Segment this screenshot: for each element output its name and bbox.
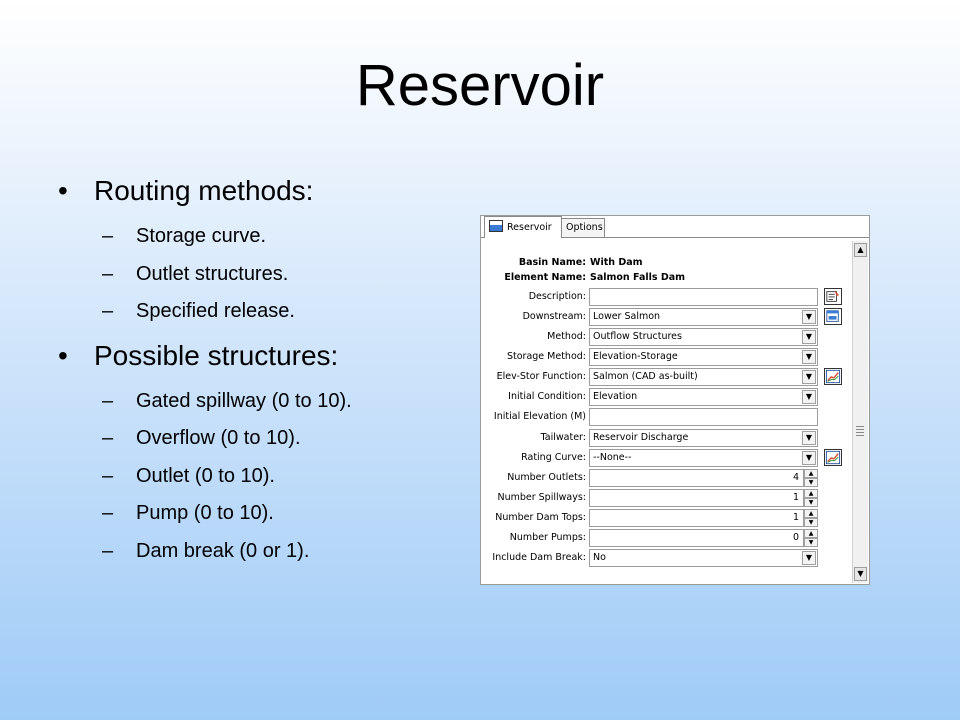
- number-spillways-input[interactable]: 1: [589, 489, 804, 507]
- initial-condition-row: [481, 388, 853, 406]
- basin-name-label: Basin Name:: [518, 257, 586, 268]
- sub-bullet: – Outlet (0 to 10).: [58, 458, 352, 496]
- chevron-down-icon[interactable]: ▼: [802, 310, 816, 324]
- sub-bullet: – Gated spillway (0 to 10).: [58, 383, 352, 421]
- slide-title: Reservoir: [355, 53, 605, 118]
- number-spillways-stepper[interactable]: [804, 489, 818, 507]
- number-pumps-label: Number Pumps:: [509, 532, 586, 543]
- sub-bullet: – Storage curve.: [58, 218, 352, 256]
- number-pumps-row: [481, 529, 853, 547]
- number-outlets-label: Number Outlets:: [507, 472, 586, 483]
- description-label: Description:: [528, 291, 586, 302]
- storage-method-select[interactable]: Elevation-Storage ▼: [589, 348, 818, 366]
- description-input[interactable]: [589, 288, 818, 306]
- initial-elevation-input[interactable]: [589, 408, 818, 426]
- downstream-select[interactable]: Lower Salmon ▼: [589, 308, 818, 326]
- initial-condition-label: Initial Condition:: [508, 391, 586, 402]
- description-editor-icon[interactable]: [824, 288, 842, 305]
- stepper-down-icon[interactable]: ▼: [804, 538, 818, 547]
- number-dam-tops-input[interactable]: 1: [589, 509, 804, 527]
- elev-stor-function-label: Elev-Stor Function:: [496, 371, 586, 382]
- element-name-row: [481, 269, 853, 287]
- sub-bullet: – Dam break (0 or 1).: [58, 533, 352, 571]
- include-dam-break-row: [481, 549, 853, 567]
- chevron-down-icon[interactable]: ▼: [802, 390, 816, 404]
- stepper-up-icon[interactable]: ▲: [804, 489, 818, 498]
- stepper-up-icon[interactable]: ▲: [804, 469, 818, 478]
- storage-method-row: [481, 348, 853, 366]
- number-outlets-input[interactable]: 4: [589, 469, 804, 487]
- sub-bullet: – Overflow (0 to 10).: [58, 420, 352, 458]
- basin-name-value: With Dam: [590, 257, 643, 268]
- chevron-down-icon[interactable]: ▼: [802, 330, 816, 344]
- reservoir-icon: [489, 220, 503, 232]
- number-spillways-row: [481, 489, 853, 507]
- stepper-up-icon[interactable]: ▲: [804, 509, 818, 518]
- downstream-row: [481, 308, 853, 326]
- include-dam-break-select[interactable]: No ▼: [589, 549, 818, 567]
- vertical-scrollbar[interactable]: [852, 241, 868, 583]
- downstream-select-icon[interactable]: [824, 308, 842, 325]
- bullet-possible-structures: • Possible structures:: [58, 335, 352, 377]
- tab-options[interactable]: Options: [561, 218, 605, 238]
- initial-elevation-row: [481, 408, 853, 426]
- bullet-list: [58, 170, 352, 570]
- sub-bullet: – Pump (0 to 10).: [58, 495, 352, 533]
- rating-curve-label: Rating Curve:: [521, 452, 586, 463]
- rating-curve-row: [481, 449, 853, 467]
- method-row: [481, 328, 853, 346]
- rating-curve-select[interactable]: --None-- ▼: [589, 449, 818, 467]
- scroll-grip-icon[interactable]: [856, 426, 864, 436]
- element-name-value: Salmon Falls Dam: [590, 272, 686, 283]
- number-pumps-stepper[interactable]: [804, 529, 818, 547]
- sub-bullet: – Specified release.: [58, 293, 352, 331]
- number-dam-tops-stepper[interactable]: [804, 509, 818, 527]
- description-row: [481, 288, 853, 306]
- elev-stor-function-select[interactable]: Salmon (CAD as-built) ▼: [589, 368, 818, 386]
- method-select[interactable]: Outflow Structures ▼: [589, 328, 818, 346]
- stepper-up-icon[interactable]: ▲: [804, 529, 818, 538]
- chevron-down-icon[interactable]: ▼: [802, 350, 816, 364]
- number-outlets-stepper[interactable]: [804, 469, 818, 487]
- tailwater-row: [481, 429, 853, 447]
- elev-stor-function-row: [481, 368, 853, 386]
- tab-reservoir[interactable]: Reservoir: [484, 216, 562, 238]
- chevron-down-icon[interactable]: ▼: [802, 370, 816, 384]
- stepper-down-icon[interactable]: ▼: [804, 478, 818, 487]
- number-spillways-label: Number Spillways:: [497, 492, 586, 503]
- number-outlets-row: [481, 469, 853, 487]
- tab-bar: [481, 216, 869, 238]
- reservoir-editor-panel: [480, 215, 870, 585]
- element-name-label: Element Name:: [504, 272, 586, 283]
- stepper-down-icon[interactable]: ▼: [804, 498, 818, 507]
- number-dam-tops-label: Number Dam Tops:: [495, 512, 586, 523]
- bullet-routing-methods: • Routing methods:: [58, 170, 352, 212]
- chevron-down-icon[interactable]: ▼: [802, 551, 816, 565]
- tailwater-label: Tailwater:: [540, 432, 586, 443]
- sub-bullet: – Outlet structures.: [58, 256, 352, 294]
- storage-method-label: Storage Method:: [506, 351, 586, 362]
- paired-data-chart-icon[interactable]: [824, 368, 842, 385]
- stepper-down-icon[interactable]: ▼: [804, 518, 818, 527]
- downstream-label: Downstream:: [522, 311, 586, 322]
- scroll-up-button[interactable]: ▲: [854, 243, 867, 257]
- scroll-down-button[interactable]: ▼: [854, 567, 867, 581]
- chevron-down-icon[interactable]: ▼: [802, 431, 816, 445]
- tailwater-select[interactable]: Reservoir Discharge ▼: [589, 429, 818, 447]
- rating-curve-chart-icon[interactable]: [824, 449, 842, 466]
- include-dam-break-label: Include Dam Break:: [492, 552, 586, 563]
- initial-condition-select[interactable]: Elevation ▼: [589, 388, 818, 406]
- initial-elevation-label: Initial Elevation (M): [493, 411, 586, 422]
- method-label: Method:: [547, 331, 586, 342]
- chevron-down-icon[interactable]: ▼: [802, 451, 816, 465]
- number-dam-tops-row: [481, 509, 853, 527]
- number-pumps-input[interactable]: 0: [589, 529, 804, 547]
